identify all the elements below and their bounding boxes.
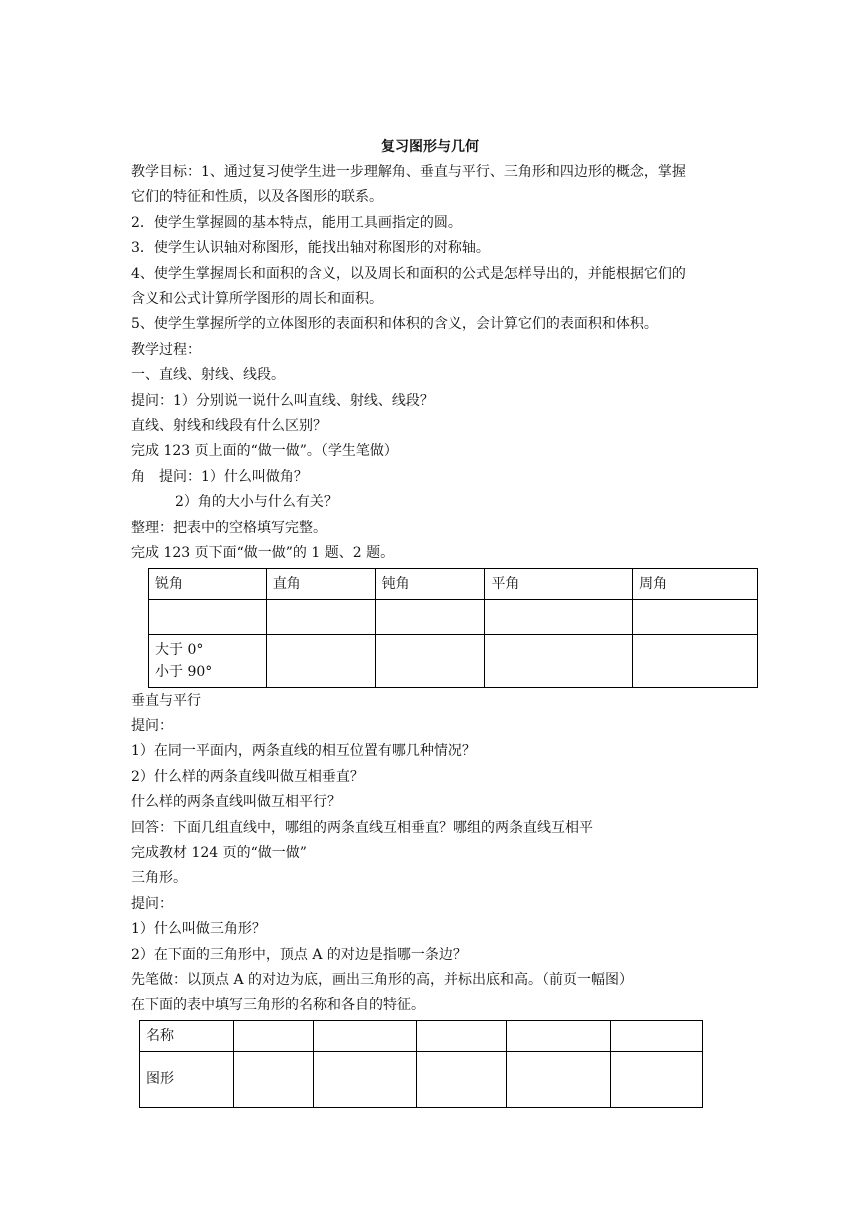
question-line: 提问：1）分别说一说什么叫直线、射线、线段？ — [131, 392, 434, 409]
table-header-cell: 周角 — [633, 568, 758, 599]
table-cell — [507, 1020, 611, 1051]
table-cell — [266, 634, 375, 687]
section-heading: 教学过程： — [131, 341, 201, 358]
objective-line: 5、使学生掌握所学的立体图形的表面积和体积的含义，会计算它们的表面积和体积。 — [131, 316, 658, 333]
table-header-cell: 直角 — [266, 568, 375, 599]
exercise-line: 先笔做：以顶点 A 的对边为底，画出三角形的高，并标出底和高。（前页一幅图） — [131, 971, 634, 988]
page-title: 复习图形与几何 — [381, 139, 479, 155]
document-body — [131, 160, 751, 1108]
question-line: 1）在同一平面内，两条直线的相互位置有哪几种情况？ — [131, 743, 476, 760]
table-cell — [507, 1051, 611, 1107]
cell-text: 小于 90° — [155, 663, 213, 680]
objective-line: 含义和公式计算所学图形的周长和面积。 — [131, 291, 383, 308]
section-heading: 三角形。 — [131, 870, 187, 887]
objective-line: 2．使学生掌握圆的基本特点，能用工具画指定的圆。 — [131, 214, 462, 231]
table-cell — [611, 1051, 703, 1107]
question-line: 提问： — [131, 895, 173, 912]
table-cell — [417, 1020, 507, 1051]
exercise-line: 完成 123 页下面“做一做”的 1 题、2 题。 — [131, 545, 395, 562]
objective-line: 4、使学生掌握周长和面积的含义，以及周长和面积的公式是怎样导出的，并能根据它们的 — [131, 265, 686, 282]
table-cell — [633, 599, 758, 634]
section-heading: 垂直与平行 — [131, 692, 201, 709]
answer-line: 回答：下面几组直线中，哪组的两条直线互相垂直？哪组的两条直线互相平 — [131, 819, 593, 836]
table-row — [149, 568, 758, 599]
section-heading: 一、直线、射线、线段。 — [131, 367, 285, 384]
objective-line: 它们的特征和性质，以及各图形的联系。 — [131, 189, 383, 206]
table-header-cell: 平角 — [485, 568, 633, 599]
table-header-cell: 钝角 — [375, 568, 485, 599]
table-cell — [485, 599, 633, 634]
question-line: 2）什么样的两条直线叫做互相垂直？ — [131, 768, 364, 785]
instruction-line: 在下面的表中填写三角形的名称和各自的特征。 — [131, 997, 425, 1014]
table-cell — [313, 1051, 417, 1107]
triangle-table — [139, 1020, 703, 1108]
angle-table — [148, 568, 758, 688]
question-line: 1）什么叫做三角形？ — [131, 921, 266, 938]
question-line: 什么样的两条直线叫做互相平行？ — [131, 794, 341, 811]
table-cell — [233, 1020, 313, 1051]
question-line: 角 提问：1）什么叫做角？ — [131, 468, 308, 485]
table-row — [149, 634, 758, 687]
objective-line: 教学目标：1、通过复习使学生进一步理解角、垂直与平行、三角形和四边形的概念，掌握 — [131, 164, 686, 180]
table-cell — [149, 599, 267, 634]
table-cell — [313, 1020, 417, 1051]
exercise-line: 完成 123 页上面的“做一做”。（学生笔做） — [131, 443, 398, 460]
table-cell — [149, 634, 267, 687]
table-header-cell: 锐角 — [149, 568, 267, 599]
question-line: 提问： — [131, 717, 173, 734]
table-row — [140, 1051, 703, 1107]
table-cell — [485, 634, 633, 687]
table-cell — [375, 599, 485, 634]
objective-line: 3．使学生认识轴对称图形，能找出轴对称图形的对称轴。 — [131, 240, 490, 257]
instruction-line: 整理：把表中的空格填写完整。 — [131, 519, 327, 536]
table-cell — [417, 1051, 507, 1107]
table-row — [140, 1020, 703, 1051]
table-cell — [266, 599, 375, 634]
table-header-cell: 图形 — [140, 1051, 234, 1107]
question-line: 直线、射线和线段有什么区别？ — [131, 418, 327, 435]
table-cell — [611, 1020, 703, 1051]
table-header-cell: 名称 — [140, 1020, 234, 1051]
table-cell — [233, 1051, 313, 1107]
question-line: 2）角的大小与什么有关？ — [175, 494, 338, 511]
table-row — [149, 599, 758, 634]
table-cell — [633, 634, 758, 687]
question-line: 2）在下面的三角形中，顶点 A 的对边是指哪一条边？ — [131, 946, 467, 963]
cell-text: 大于 0° — [155, 641, 204, 658]
exercise-line: 完成教材 124 页的“做一做” — [131, 844, 307, 861]
table-cell — [375, 634, 485, 687]
